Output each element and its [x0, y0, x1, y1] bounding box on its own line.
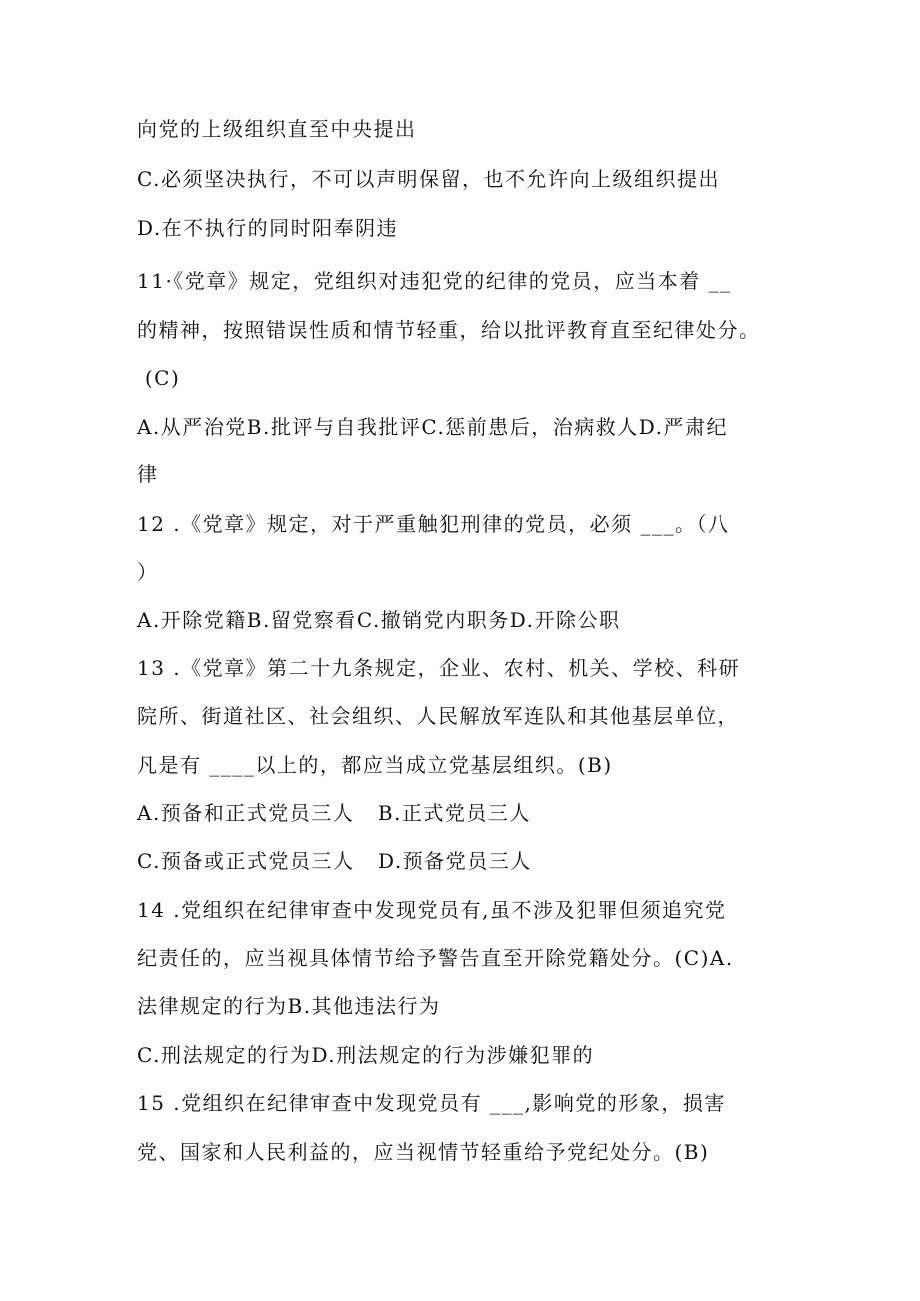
text-line-20: C.刑法规定的行为D.刑法规定的行为涉嫌犯罪的 — [137, 1043, 595, 1067]
text-line-6: (C) — [137, 366, 181, 390]
text-line-17: 14 .党组织在纪律审查中发现党员有,虽不涉及犯罪但须追究党 — [137, 898, 727, 922]
text-line-16: C.预备或正式党员三人 D.预备党员三人 — [137, 849, 532, 873]
text-line-1: 向党的上级组织直至中央提出 — [137, 117, 417, 141]
text-line-14: 凡是有 ____以上的，都应当成立党基层组织。(B) — [137, 753, 613, 777]
text-line-21: 15 .党组织在纪律审查中发现党员有 ___,影响党的形象，损害 — [137, 1091, 726, 1115]
text-line-10: ） — [137, 560, 159, 584]
text-line-11: A.开除党籍B.留党察看C.撤销党内职务D.开除公职 — [137, 608, 621, 632]
text-line-15: A.预备和正式党员三人 B.正式党员三人 — [137, 801, 531, 825]
text-line-8: 律 — [137, 462, 159, 486]
text-line-7: A.从严治党B.批评与自我批评C.惩前患后，治病救人D.严肃纪 — [137, 415, 728, 439]
text-line-4: 11·《党章》规定，党组织对违犯党的纪律的党员，应当本着 __ — [137, 269, 732, 293]
text-line-22: 党、国家和人民利益的，应当视情节轻重给予党纪处分。(B) — [137, 1140, 710, 1164]
text-line-18: 纪责任的，应当视具体情节给予警告直至开除党籍处分。(C)A. — [137, 946, 734, 970]
text-line-19: 法律规定的行为B.其他违法行为 — [137, 994, 441, 1018]
text-line-2: C.必须坚决执行，不可以声明保留，也不允许向上级组织提出 — [137, 167, 720, 191]
text-line-3: D.在不执行的同时阳奉阴违 — [137, 216, 399, 240]
text-line-5: 的精神，按照错误性质和情节轻重，给以批评教育直至纪律处分。 — [137, 318, 761, 342]
text-line-9: 12 .《党章》规定，对于严重触犯刑律的党员，必须 ___。（八 — [137, 512, 730, 536]
text-line-13: 院所、街道社区、社会组织、人民解放军连队和其他基层单位， — [137, 704, 739, 728]
text-line-12: 13 .《党章》第二十九条规定，企业、农村、机关、学校、科研 — [137, 656, 741, 680]
